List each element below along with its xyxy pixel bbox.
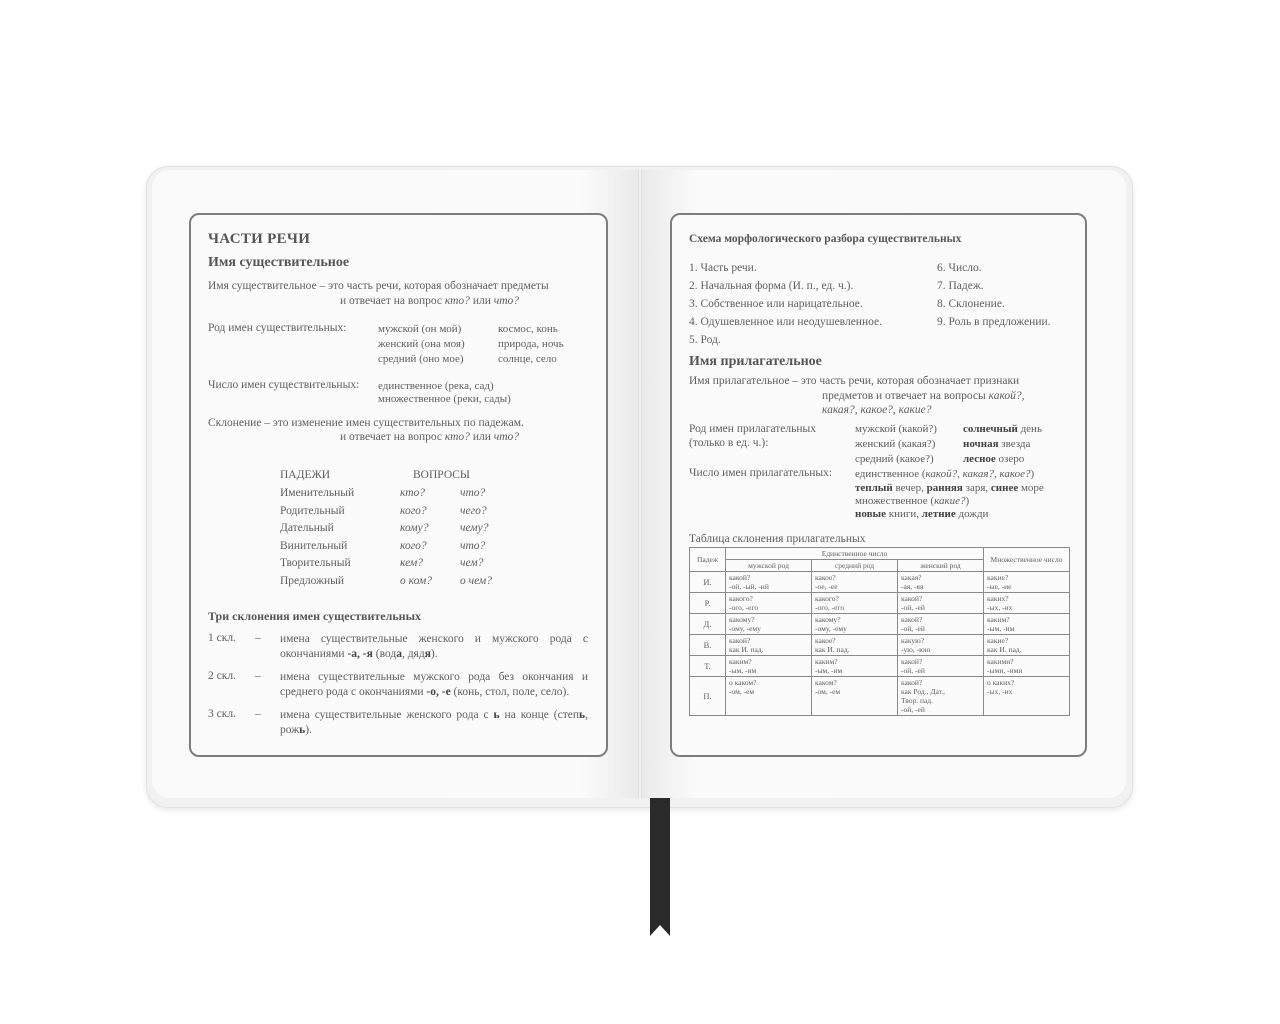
scheme-item: 3. Собственное или нарицательное.	[689, 298, 863, 310]
case-name: Творительный	[280, 557, 351, 569]
declension-2-text: имена существительные мужского рода без окончания и среднего рода с окончаниями -о, -е (конь, стол, поле, село).	[280, 671, 588, 698]
scheme-item: 4. Одушевленное или неодушевленное.	[689, 316, 882, 328]
gender-masc-ex: космос, конь	[498, 323, 558, 335]
number-label: Число имен существительных:	[208, 379, 360, 391]
number-singular: единственное (река, сад)	[378, 380, 494, 392]
adj-gender-label-2: (только в ед. ч.):	[689, 437, 769, 449]
table-cell: какие? -ые, -ие	[984, 572, 1070, 593]
table-header-row	[690, 548, 1070, 560]
adj-number-singular-ex: теплый вечер, ранняя заря, синее море	[855, 482, 1044, 494]
table-row	[690, 677, 1070, 716]
adj-number-plural-ex: новые книги, летние дожди	[855, 508, 989, 520]
three-declensions-heading: Три склонения имен существительных	[208, 609, 421, 623]
scheme-item: 7. Падеж.	[937, 280, 984, 292]
noun-definition-line1: Имя существительное – это часть речи, которая обозначает предметы	[208, 280, 549, 292]
case-name: Родительный	[280, 505, 345, 517]
adj-gender-fem: женский (какая?)	[855, 438, 936, 450]
table-cell: какой? -ой, -ей	[898, 656, 984, 677]
declension-definition-line2: и отвечает на вопрос кто? или что?	[340, 431, 520, 443]
adjective-definition-line2: предметов и отвечает на вопросы какой?,	[822, 390, 1025, 402]
table-header-neut: средний род	[812, 560, 898, 572]
adj-gender-masc-ex: солнечный день	[963, 423, 1042, 435]
table-cell-case: И.	[690, 572, 726, 593]
adj-number-label: Число имен прилагательных:	[689, 467, 833, 479]
case-name: Предложный	[280, 575, 345, 587]
table-cell: какому? -ому, -ему	[726, 614, 812, 635]
case-question-2: что?	[460, 487, 486, 499]
case-question-2: чему?	[460, 522, 489, 534]
table-cell-case: В.	[690, 635, 726, 656]
table-cell: какой? как И. пад.	[726, 635, 812, 656]
gender-masc: мужской (он мой)	[378, 323, 462, 335]
table-cell: какая? -ая, -яя	[898, 572, 984, 593]
adj-declension-table-title: Таблица склонения прилагательных	[689, 533, 866, 545]
table-cell: каким? -ым, -им	[984, 614, 1070, 635]
table-row	[690, 635, 1070, 656]
table-row	[690, 593, 1070, 614]
case-question-2: что?	[460, 540, 486, 552]
case-question-2: чего?	[460, 505, 487, 517]
table-cell: о каком? -ом, -ем	[726, 677, 812, 716]
table-cell-case: Т.	[690, 656, 726, 677]
noun-heading: Имя существительное	[208, 255, 350, 270]
scheme-item: 1. Часть речи.	[689, 262, 757, 274]
table-cell: каким? -ым, -им	[812, 656, 898, 677]
scheme-item: 2. Начальная форма (И. п., ед. ч.).	[689, 280, 854, 292]
table-row	[690, 614, 1070, 635]
table-header-case: Падеж	[690, 548, 726, 572]
gender-label: Род имен существительных:	[208, 322, 347, 334]
adj-number-singular: единственное (какой?, какая?, какое?)	[855, 468, 1035, 480]
case-question-2: чем?	[460, 557, 484, 569]
dash: –	[255, 708, 261, 720]
dash: –	[255, 632, 261, 644]
gender-fem: женский (она моя)	[378, 338, 465, 350]
table-cell-case: Д.	[690, 614, 726, 635]
section-title: ЧАСТИ РЕЧИ	[208, 231, 311, 247]
table-cell: какому? -ому, -ему	[812, 614, 898, 635]
table-cell: какой? -ой, -ей	[898, 614, 984, 635]
table-cell-case: Р.	[690, 593, 726, 614]
gender-neut-ex: солнце, село	[498, 353, 557, 365]
dash: –	[255, 670, 261, 682]
table-cell: какую? -ую, -юю	[898, 635, 984, 656]
table-cell-case: П.	[690, 677, 726, 716]
scheme-item: 6. Число.	[937, 262, 982, 274]
declension-1-label: 1 скл.	[208, 632, 236, 644]
case-question-1: кто?	[400, 487, 426, 499]
table-header-masc: мужской род	[726, 560, 812, 572]
case-question-1: кого?	[400, 505, 427, 517]
case-name: Винительный	[280, 540, 348, 552]
table-cell: каких? -ых, -их	[984, 593, 1070, 614]
noun-definition-line2: и отвечает на вопрос кто? или что?	[340, 295, 520, 307]
table-header-plural: Множественное число	[984, 548, 1070, 572]
table-cell: о каких? -ых, -их	[984, 677, 1070, 716]
table-cell: какого? -ого, -его	[726, 593, 812, 614]
declension-3-text: имена существительные женского рода с ь на конце (степь, рожь).	[280, 709, 589, 736]
number-plural: множественное (реки, сады)	[378, 393, 511, 405]
table-header-fem: женский род	[898, 560, 984, 572]
case-question-1: кого?	[400, 540, 427, 552]
table-row	[690, 656, 1070, 677]
case-question-1: кому?	[400, 522, 429, 534]
case-question-2: о чем?	[460, 575, 493, 587]
adj-number-plural: множественное (какие?)	[855, 495, 970, 507]
table-cell: какого? -ого, -его	[812, 593, 898, 614]
adj-gender-neut-ex: лесное озеро	[963, 453, 1025, 465]
case-question-1: о ком?	[400, 575, 432, 587]
table-cell: каким? -ым, -им	[726, 656, 812, 677]
questions-header: ВОПРОСЫ	[413, 469, 470, 481]
declension-definition-line1: Склонение – это изменение имен существительных по падежам.	[208, 417, 524, 429]
bookmark-ribbon	[650, 798, 670, 936]
table-cell: каком? -ом, -ем	[812, 677, 898, 716]
scheme-item: 5. Род.	[689, 334, 721, 346]
adj-gender-masc: мужской (какой?)	[855, 423, 937, 435]
table-header-singular: Единственное число	[726, 548, 984, 560]
table-cell: какое? как И. пад.	[812, 635, 898, 656]
adjective-definition-line1: Имя прилагательное – это часть речи, которая обозначает признаки	[689, 375, 1020, 387]
table-cell: какие? как И. пад.	[984, 635, 1070, 656]
declension-1-text: имена существительные женского и мужского рода с окончаниями -а, -я (вода, дядя).	[280, 633, 588, 660]
gender-neut: средний (оно мое)	[378, 353, 464, 365]
table-cell: какими? -ыми, -ими	[984, 656, 1070, 677]
adj-gender-neut: средний (какое?)	[855, 453, 934, 465]
table-cell: какой? -ой, -ый, -ий	[726, 572, 812, 593]
table-cell: какой? -ой, -ей	[898, 593, 984, 614]
adjective-definition-line3: какая?, какое?, какие?	[822, 404, 932, 416]
scheme-item: 8. Склонение.	[937, 298, 1005, 310]
table-cell: какое? -ое, -ее	[812, 572, 898, 593]
declension-2-label: 2 скл.	[208, 670, 236, 682]
declension-3-label: 3 скл.	[208, 708, 236, 720]
scheme-item: 9. Роль в предложении.	[937, 316, 1051, 328]
adjective-heading: Имя прилагательное	[689, 354, 822, 369]
case-name: Именительный	[280, 487, 355, 499]
adj-gender-fem-ex: ночная звезда	[963, 438, 1031, 450]
adj-gender-label-1: Род имен прилагательных	[689, 423, 816, 435]
adj-declension-table	[689, 547, 1070, 716]
table-row	[690, 572, 1070, 593]
gender-fem-ex: природа, ночь	[498, 338, 564, 350]
case-name: Дательный	[280, 522, 334, 534]
cases-header: ПАДЕЖИ	[280, 469, 331, 481]
notebook-spine	[638, 170, 642, 798]
table-cell: какой? как Род., Дат., Твор. пад. -ой, -ей	[898, 677, 984, 716]
case-question-1: кем?	[400, 557, 423, 569]
morph-scheme-heading: Схема морфологического разбора существительных	[689, 233, 962, 245]
